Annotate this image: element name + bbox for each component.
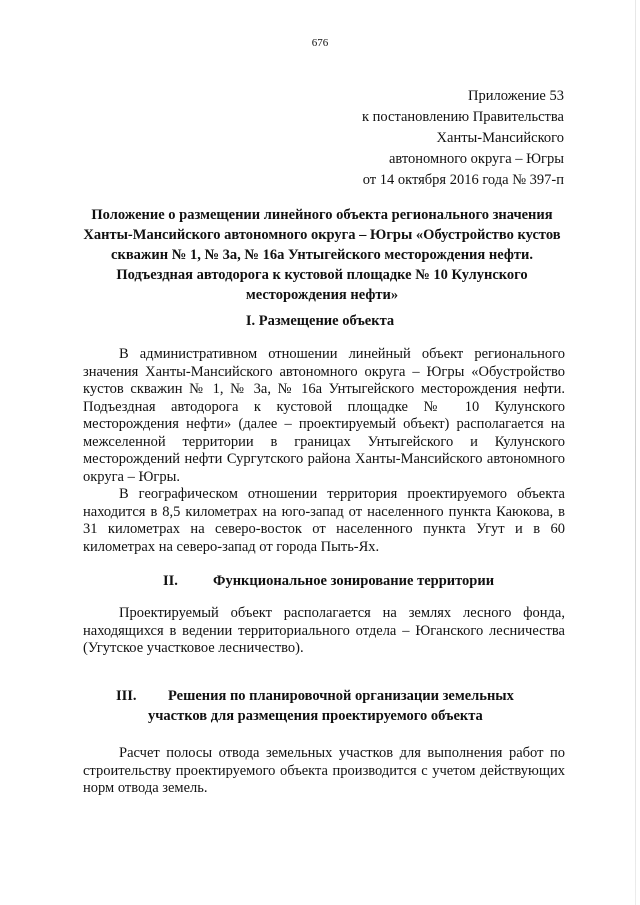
section-heading-text-line1: Решения по планировочной организации земельных — [168, 688, 514, 704]
section-heading-3 — [116, 686, 514, 726]
appendix-line: Ханты-Мансийского — [436, 130, 564, 146]
appendix-line: автономного округа – Югры — [388, 151, 564, 167]
scan-edge-line — [635, 0, 636, 905]
appendix-line: к постановлению Правительства — [362, 109, 564, 125]
section-heading-text: Функциональное зонирование территории — [213, 573, 495, 589]
paragraph-location-administrative: В административном отношении линейный объект регионального значения Ханты-Мансийского автономного округа – Югры «Обустройство кустов скважин № 1, № 3а, № 16а Унтыгейского месторождения нефти. Подъездная автодорога к кустовой площадке № 10 Кулунского месторождения нефти» (далее – проектируемый объект) располагается на межселенной территории в границах Унтыгейского и Кулунского месторождений нефти Сургутского района Ханты-Мансийского автономного округа – Югры. — [83, 346, 565, 485]
section-heading-text-line2: участков для размещения проектируемого объекта — [148, 708, 483, 724]
page-number: 676 — [311, 37, 329, 49]
document-title: Положение о размещении линейного объекта регионального значения Ханты-Мансийского автономного округа – Югры «Обустройство кустов скважин № 1, № 3а, № 16а Унтыгейского месторождения нефти. Подъездная автодорога к кустовой площадке № 10 Кулунского месторождения нефти» — [83, 207, 561, 303]
paragraph-location-geographic: В географическом отношении территория проектируемого объекта находится в 8,5 километрах на юго-запад от населенного пункта Каюкова, в 31 километрах на северо-восток от населенного пункта Угут и в 60 километрах на северо-запад от города Пыть-Ях. — [83, 486, 565, 555]
paragraph-land-allotment: Расчет полосы отвода земельных участков для выполнения работ по строительству проектируемого объекта производится с учетом действующих норм отвода земель. — [83, 745, 565, 796]
appendix-block — [362, 86, 564, 191]
appendix-line: от 14 октября 2016 года № 397-п — [362, 172, 564, 188]
section-number: III. — [116, 688, 137, 704]
section-number: II. — [163, 573, 178, 589]
section-heading-1: I. Размещение объекта — [245, 313, 395, 329]
appendix-line: Приложение 53 — [468, 88, 564, 104]
section-heading-2 — [163, 571, 494, 591]
paragraph-zoning: Проектируемый объект располагается на землях лесного фонда, находящихся в ведении территориального отдела – Юганского лесничества (Угутское участковое лесничество). — [83, 605, 565, 656]
